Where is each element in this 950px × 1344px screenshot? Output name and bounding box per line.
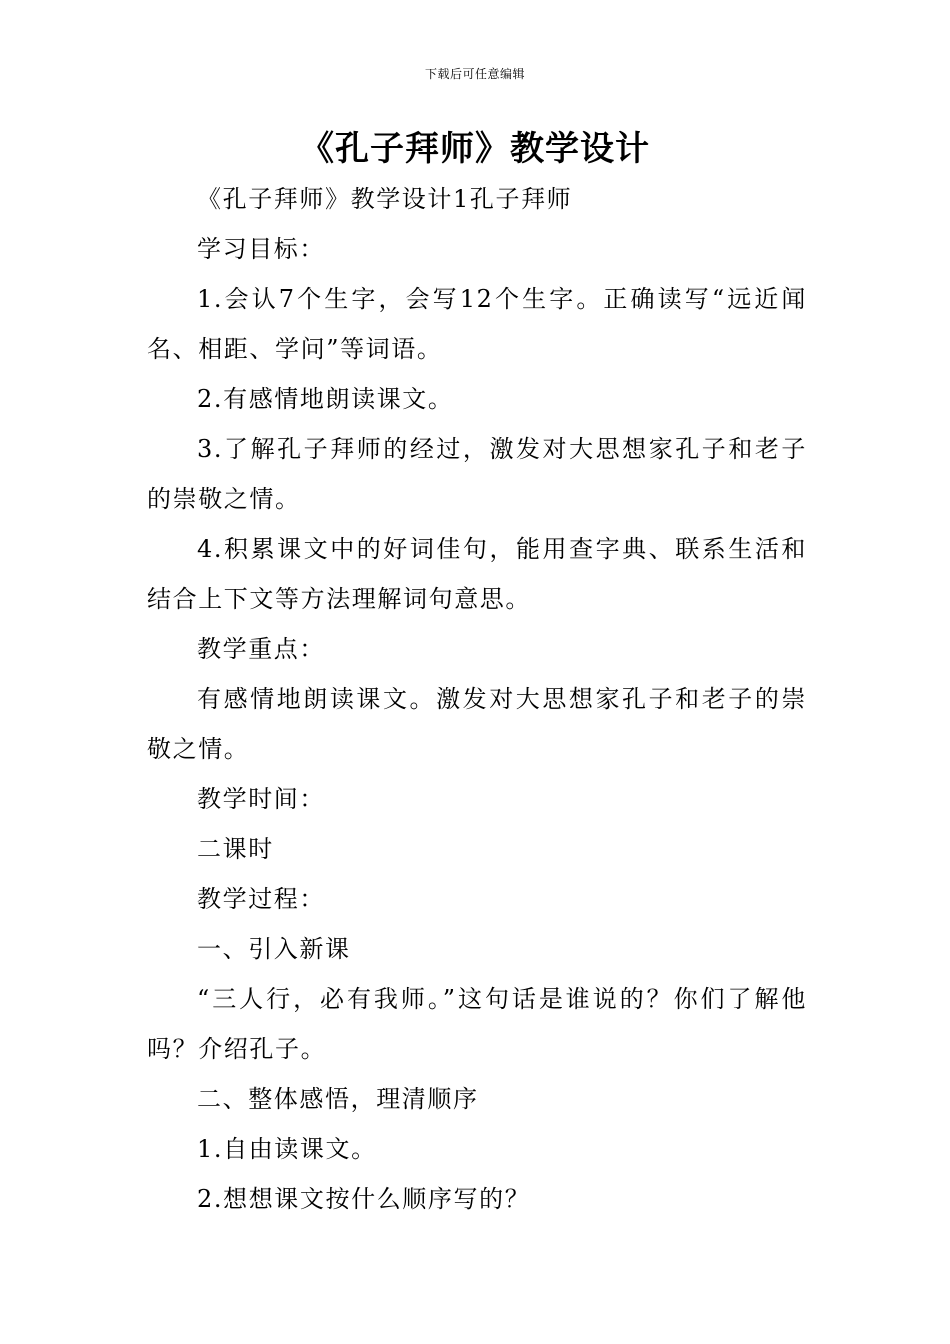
header-note: 下载后可任意编辑	[424, 67, 525, 81]
paragraph-section-1: 一、引入新课	[197, 935, 351, 963]
paragraph-key-points: 有感情地朗读课文。激发对大思想家孔子和老子的崇敬之情。	[147, 685, 807, 763]
paragraph-section-2: 二、整体感悟，理清顺序	[197, 1085, 479, 1113]
paragraph-step-1: 1.自由读课文。	[197, 1135, 377, 1163]
paragraph-key-points-heading: 教学重点：	[197, 635, 325, 663]
paragraph-process-heading: 教学过程：	[197, 885, 325, 913]
paragraph-step-2: 2.想想课文按什么顺序写的？	[197, 1185, 531, 1213]
paragraph-learning-goals-heading: 学习目标：	[197, 235, 325, 263]
document-body	[147, 174, 807, 1224]
paragraph-subtitle: 《孔子拜师》教学设计1孔子拜师	[197, 185, 573, 213]
paragraph-teaching-time: 二课时	[197, 835, 274, 863]
document-title: 《孔子拜师》教学设计	[300, 129, 650, 169]
paragraph-goal-3: 3.了解孔子拜师的经过，激发对大思想家孔子和老子的崇敬之情。	[147, 435, 807, 513]
paragraph-goal-2: 2.有感情地朗读课文。	[197, 385, 454, 413]
paragraph-section-1-content: “三人行，必有我师。”这句话是谁说的？你们了解他吗？介绍孔子。	[147, 985, 807, 1063]
paragraph-goal-4: 4.积累课文中的好词佳句，能用查字典、联系生活和结合上下文等方法理解词句意思。	[147, 535, 807, 613]
paragraph-teaching-time-heading: 教学时间：	[197, 785, 325, 813]
paragraph-goal-1: 1.会认7个生字，会写12个生字。正确读写“远近闻名、相距、学问”等词语。	[147, 285, 807, 363]
